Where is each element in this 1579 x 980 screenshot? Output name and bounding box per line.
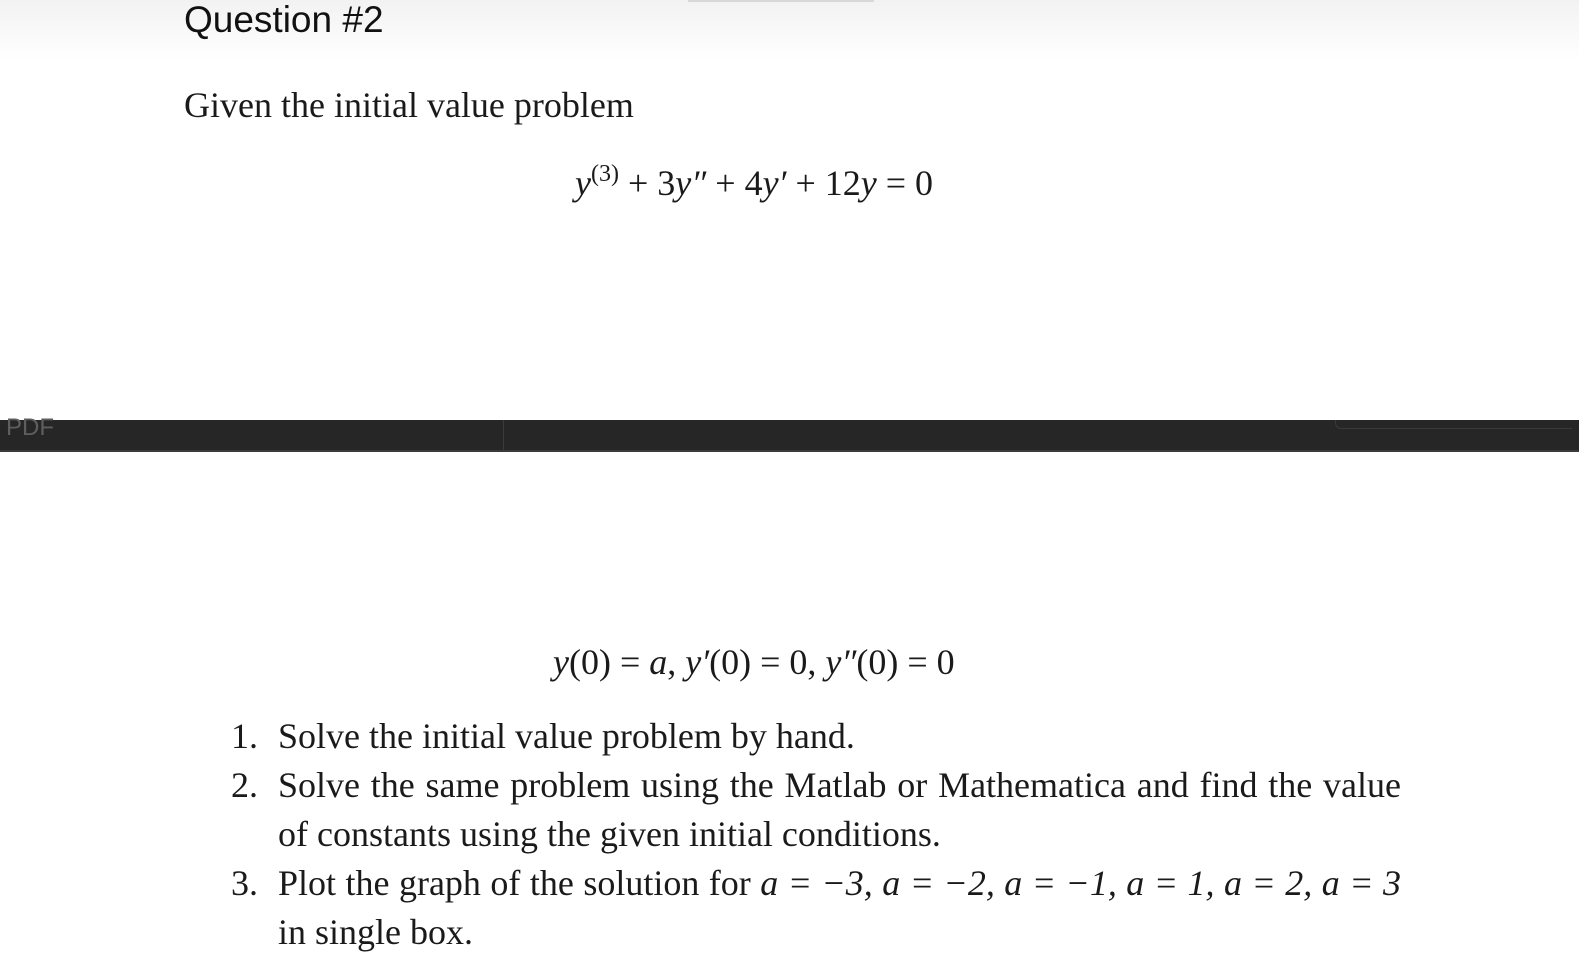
task-number: 1. — [231, 716, 258, 756]
eq-y-plain: y — [860, 163, 877, 203]
viewer-toolbar-slot — [1335, 420, 1572, 429]
top-tab-line — [688, 0, 874, 2]
task-text-part: Plot the graph of the solution for — [278, 863, 761, 903]
task-math: a = −3, a = −2, a = −1, a = 1, a = 2, a = 3 — [760, 863, 1401, 903]
eq-term-a: + 3 — [618, 163, 676, 203]
task-list — [231, 712, 1401, 957]
differential-equation — [575, 158, 933, 208]
cond-part-b: , — [667, 642, 686, 682]
viewer-toolbar-divider — [503, 420, 504, 451]
task-number: 3. — [231, 863, 258, 903]
task-item — [231, 761, 1401, 859]
initial-conditions — [553, 637, 955, 687]
viewer-label: PDF — [6, 414, 54, 441]
viewer-toolbar-edge — [0, 450, 1579, 452]
eq-term-b: + 4 — [706, 163, 763, 203]
task-text-part: in single box. — [278, 912, 473, 952]
cond-y-prime: y′ — [685, 642, 710, 682]
question-title: Question #2 — [184, 0, 384, 40]
eq-term-d: = 0 — [876, 163, 934, 203]
cond-part-d: (0) = 0 — [856, 642, 955, 682]
task-number: 2. — [231, 765, 258, 805]
eq-y-prime: y′ — [762, 163, 787, 203]
task-item — [231, 712, 1401, 761]
cond-part-a: (0) = — [568, 642, 650, 682]
eq-y-second: y″ — [675, 163, 707, 203]
task-text: Solve the same problem using the Matlab or Mathematica and find the value of constants using the given initial conditions. — [278, 765, 1401, 854]
intro-text: Given the initial value problem — [184, 85, 634, 125]
cond-y-second: y″ — [825, 642, 857, 682]
task-text: Solve the initial value problem by hand. — [278, 716, 855, 756]
eq-order: (3) — [590, 161, 619, 187]
task-item — [231, 859, 1401, 957]
task-text — [278, 859, 1401, 957]
eq-y: y — [575, 163, 591, 203]
eq-term-c: + 12 — [786, 163, 861, 203]
cond-y: y — [553, 642, 569, 682]
cond-a: a — [649, 642, 668, 682]
cond-part-c: (0) = 0, — [709, 642, 826, 682]
